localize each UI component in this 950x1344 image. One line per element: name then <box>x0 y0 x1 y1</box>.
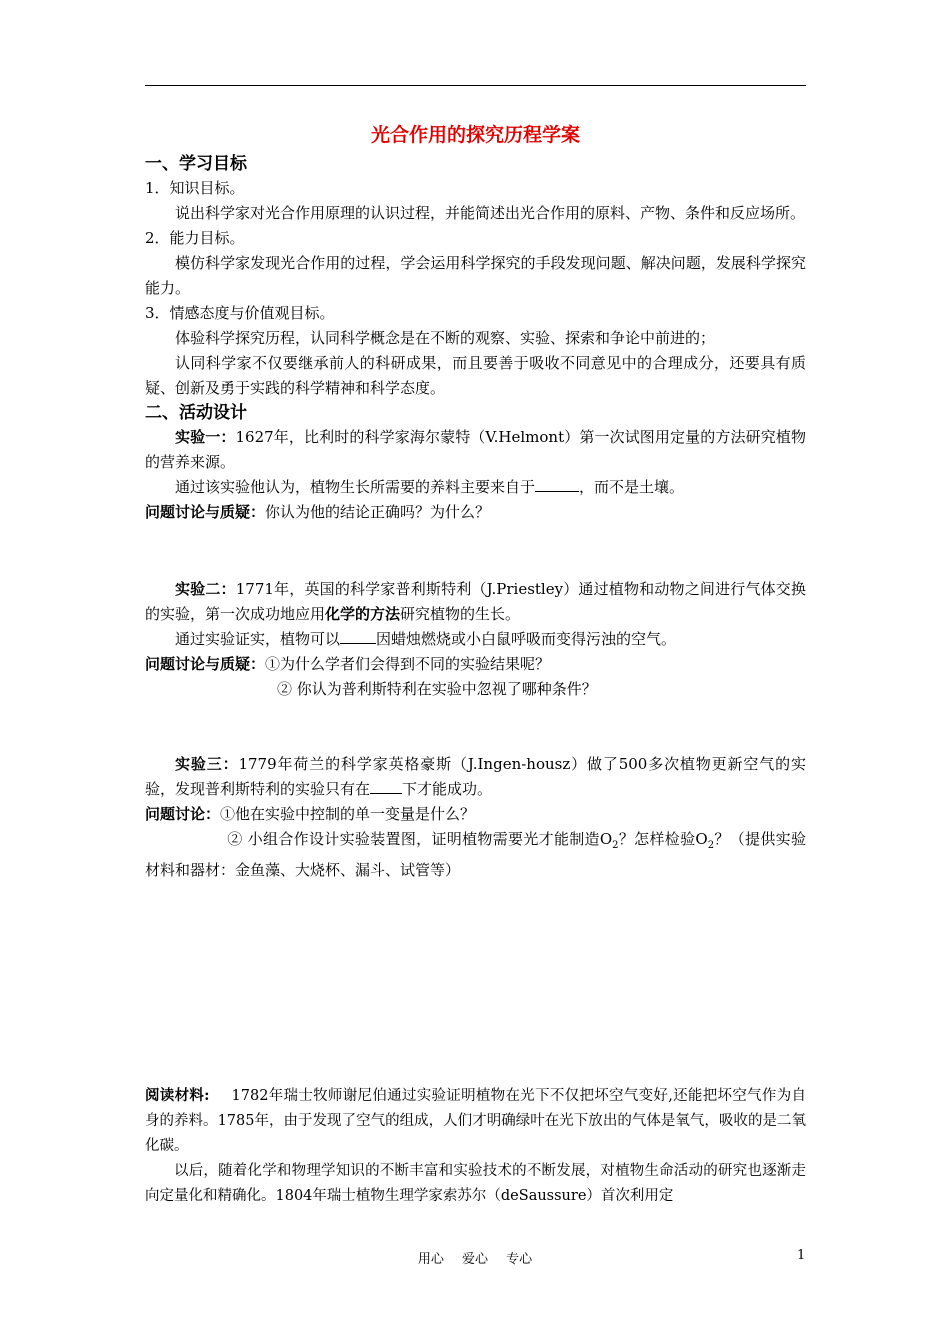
objective-2-text: 模仿科学家发现光合作用的过程，学会运用科学探究的手段发现问题、解决问题，发展科学探究能力。 <box>145 254 806 297</box>
fill-text-before: 通过该实验他认为，植物生长所需要的养料主要来自于 <box>175 478 536 496</box>
fill-blank[interactable] <box>535 475 579 492</box>
footer-motto: 用心 爱心 专心 <box>417 1252 533 1267</box>
objective-3-text-1: 体验科学探究历程，认同科学概念是在不断的观察、实验、探索和争论中前进的； <box>175 329 716 347</box>
experiment-2-label: 实验二： <box>175 580 236 598</box>
experiment-3-question-1 <box>145 802 806 827</box>
question-text: ①他在实验中控制的单一变量是什么？ <box>220 805 476 823</box>
experiment-2-question-2: ② 你认为普利斯特利在实验中忽视了哪种条件？ <box>277 680 597 698</box>
experiment-1-text: 1627年，比利时的科学家海尔蒙特（V.Helmont）第一次试图用定量的方法研究植物的营养来源。 <box>145 428 806 471</box>
question-text-a: ② 小组合作设计实验装置图，证明植物需要光才能制造O <box>227 830 613 848</box>
experiment-2-fill <box>145 627 806 652</box>
experiment-3-question-2 <box>145 827 806 883</box>
experiment-2-text-end: 研究植物的生长。 <box>400 605 521 623</box>
document-title: 光合作用的探究历程学案 <box>370 124 580 146</box>
experiment-3-paragraph <box>145 752 806 802</box>
fill-blank[interactable] <box>340 627 376 644</box>
objective-1-label: 1．知识目标。 <box>145 179 245 197</box>
reading-label: 阅读材料: <box>145 1087 210 1104</box>
experiment-2-text: 1771年，英国的科学家普利斯特利（J.Priestley）通过植物和动物之间进行气体交换的实验，第一次成功地应用 <box>145 580 806 623</box>
reading-paragraph-2: 以后，随着化学和物理学知识的不断丰富和实验技术的不断发展，对植物生命活动的研究也逐渐走向定量化和精确化。1804年瑞士植物生理学家索苏尔（deSaussure）首次利用定 <box>145 1163 806 1204</box>
question-text: ①为什么学者们会得到不同的实验结果呢？ <box>265 655 551 673</box>
objective-1-text: 说出科学家对光合作用原理的认识过程，并能简述出光合作用的原料、产物、条件和反应场所。 <box>175 204 806 222</box>
subscript: 2 <box>707 840 715 851</box>
experiment-1-fill <box>145 475 806 500</box>
question-text-c: ？（提供实验材料和器材：金鱼藻、大烧杯、漏斗、试管等） <box>145 830 806 879</box>
experiment-2-question-1 <box>145 652 806 677</box>
objective-3-label: 3．情感态度与价值观目标。 <box>145 304 335 322</box>
experiment-3-label: 实验三： <box>175 755 239 773</box>
experiment-2-paragraph <box>145 577 806 627</box>
header-rule <box>145 85 806 86</box>
experiment-1-paragraph <box>145 425 806 475</box>
question-text-b: ？怎样检验O <box>618 830 708 848</box>
question-label: 问题讨论： <box>145 805 221 823</box>
section2-heading: 二、活动设计 <box>145 403 247 423</box>
question-label: 问题讨论与质疑： <box>145 655 266 673</box>
objective-3-text-2: 认同科学家不仅要继承前人的科研成果，而且要善于吸收不同意见中的合理成分，还要具有质疑、创新及勇于实践的科学精神和科学态度。 <box>145 354 806 397</box>
question-text: 你认为他的结论正确吗？为什么？ <box>265 503 491 521</box>
section1-heading: 一、学习目标 <box>145 154 247 174</box>
question-label: 问题讨论与质疑： <box>145 503 266 521</box>
reading-text-1: 1782年瑞士牧师谢尼伯通过实验证明植物在光下不仅把坏空气变好,还能把坏空气作为自身的养料。1785年，由于发现了空气的组成，人们才明确绿叶在光下放出的气体是氧气，吸收的是二氧化碳。 <box>145 1088 806 1154</box>
reading-paragraph-1 <box>145 1083 806 1159</box>
subscript: 2 <box>612 840 619 851</box>
fill-text-before: 通过实验证实，植物可以 <box>175 630 341 648</box>
experiment-3-text-end: 下才能成功。 <box>402 780 493 798</box>
objective-2-label: 2．能力目标。 <box>145 229 245 247</box>
experiment-1-label: 实验一： <box>175 428 236 446</box>
document-body <box>145 118 806 1209</box>
fill-text-after: 因蜡烛燃烧或小白鼠呼吸而变得污浊的空气。 <box>376 630 677 648</box>
fill-text-after: ，而不是土壤。 <box>579 478 685 496</box>
experiment-1-question <box>145 500 806 525</box>
experiment-3-text: 1779年荷兰的科学家英格豪斯（J.Ingen-housz）做了500多次植物更新空气的实验，发现普利斯特利的实验只有在 <box>145 755 806 798</box>
experiment-2-emphasis: 化学的方法 <box>325 605 401 623</box>
reading-material <box>145 1083 806 1209</box>
page-number: 1 <box>797 1248 806 1263</box>
fill-blank[interactable] <box>370 777 402 794</box>
